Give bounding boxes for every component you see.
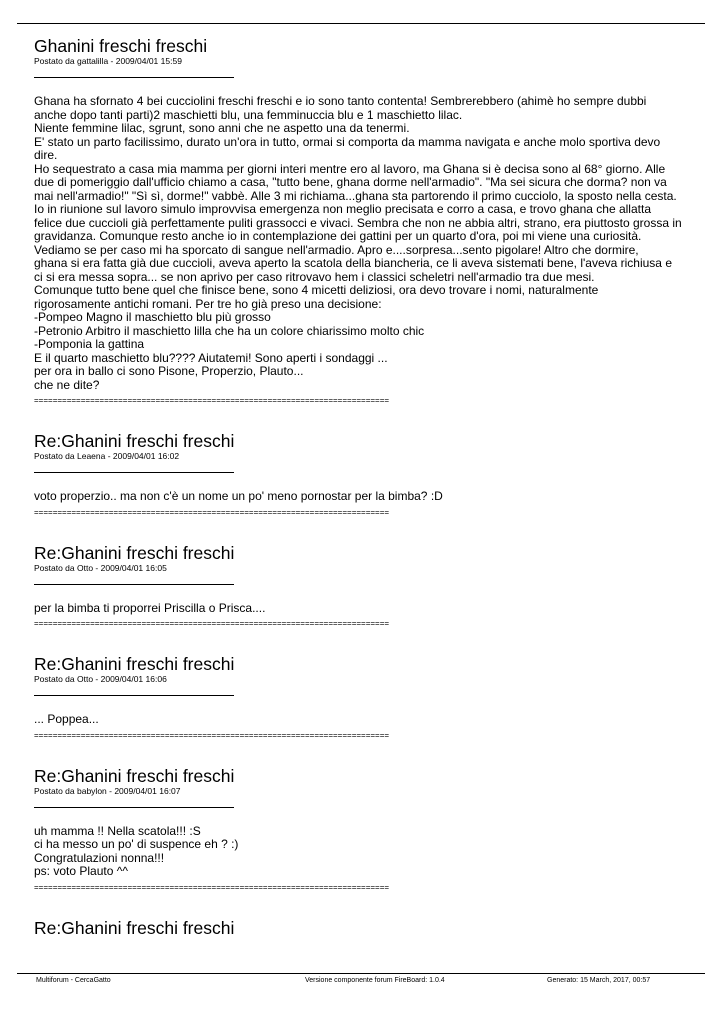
post-body-line: Vediamo se per caso mi ha sporcato di sangue nell'armadio. Apro e....sorpresa...sento pigolare! Altro che dormire, bbox=[34, 242, 639, 257]
post-body-line: per ora in ballo ci sono Pisone, Properzio, Plauto... bbox=[34, 364, 304, 378]
post-title: Re:Ghanini freschi freschi bbox=[34, 542, 235, 563]
post-title: Re:Ghanini freschi freschi bbox=[34, 654, 235, 674]
footer-rule bbox=[17, 973, 705, 974]
post-body-line: mai nell'armadio!" "Sì sì, dorme!" vabbè. Alle 3 mi richiama...ghana sta partorendo il primo cucciolo, la sposto nella cesta. bbox=[34, 188, 677, 203]
post-body-line: felice due cuccioli già perfettamente puliti grassocci e vivaci. Sembra che non ne abbia altri, strano, era piuttosto grossa in bbox=[34, 215, 682, 230]
post-body-line: ps: voto Plauto ^^ bbox=[34, 864, 128, 878]
forum-post bbox=[34, 654, 694, 741]
post-body bbox=[34, 95, 694, 392]
post-title: Re:Ghanini freschi freschi bbox=[34, 765, 235, 786]
post-meta: Postato da babylon - 2009/04/01 16:07 bbox=[34, 785, 181, 796]
forum-thread bbox=[34, 36, 694, 938]
post-body-line: Ho sequestrato a casa mia mamma per giorni interi mentre ero al lavoro, ma Ghana si è decisa sono al 68° giorno. Alle bbox=[34, 161, 666, 176]
post-meta: Postato da Otto - 2009/04/01 16:06 bbox=[34, 674, 167, 684]
post-title: Ghanini freschi freschi bbox=[34, 36, 208, 56]
post-body-line: -Petronio Arbitro il maschietto lilla che ha un colore chiarissimo molto chic bbox=[34, 323, 425, 338]
meta-underline bbox=[34, 77, 234, 78]
post-body-line: ci ha messo un po' di suspence eh ? :) bbox=[34, 837, 239, 851]
post-spacer bbox=[34, 893, 694, 918]
post-body-line: E' stato un parto facilissimo, durato un'ora in tutto, ormai si comporta da mamma navigata e anche molo sportiva devo bbox=[34, 134, 661, 149]
post-body bbox=[34, 602, 694, 616]
post-body-line: rigorosamente antichi romani. Per tre ho già preso una decisione: bbox=[34, 296, 382, 311]
post-title: Re:Ghanini freschi freschi bbox=[34, 431, 235, 451]
post-body bbox=[34, 490, 694, 504]
post-body-line: anche dopo tanti parti)2 maschietti blu, una femminuccia blu e 1 maschietto lilac. bbox=[34, 107, 463, 122]
forum-post bbox=[34, 543, 694, 630]
post-separator: ============================================================================ bbox=[34, 730, 390, 740]
post-body-line: dire. bbox=[34, 148, 58, 162]
post-body-line: che ne dite? bbox=[34, 377, 100, 392]
post-spacer bbox=[34, 518, 694, 543]
post-body-line: ghana si era fatta già due cuccioli, aveva aperto la scatola della biancheria, ce li aveva sistemati bene, l'aveva richiusa e bbox=[34, 256, 672, 270]
post-body-line: Congratulazioni nonna!!! bbox=[34, 850, 165, 865]
post-body-line: per la bimba ti proporrei Priscilla o Prisca.... bbox=[34, 600, 266, 615]
meta-underline bbox=[34, 472, 234, 473]
post-body-line: uh mamma !! Nella scatola!!! :S bbox=[34, 823, 201, 838]
post-body-line: Io in riunione sul lavoro simulo improvvisa emergenza non meglio precisata e corro a casa, e trovo ghana che allatta bbox=[34, 202, 651, 216]
post-spacer bbox=[34, 629, 694, 654]
post-body bbox=[34, 713, 694, 727]
post-body-line: due di pomeriggio dall'ufficio chiamo a casa, "tutto bene, ghana dorme nell'armadio". "Ma sei sicura che dorma? non va bbox=[34, 175, 667, 189]
post-separator: ============================================================================ bbox=[34, 507, 390, 517]
post-body bbox=[34, 825, 694, 879]
post-meta: Postato da Otto - 2009/04/01 16:05 bbox=[34, 562, 167, 573]
post-body-line: voto properzio.. ma non c'è un nome un po' meno pornostar per la bimba? :D bbox=[34, 489, 443, 503]
meta-underline bbox=[34, 807, 234, 808]
post-body-line: Comunque tutto bene quel che finisce bene, sono 4 micetti deliziosi, ora devo trovare i nomi, naturalmente bbox=[34, 283, 599, 297]
footer-site-name: Multiforum - CercaGatto bbox=[36, 977, 111, 984]
post-body-line: E il quarto maschietto blu???? Aiutatemi! Sono aperti i sondaggi ... bbox=[34, 350, 388, 365]
post-body-line: -Pomponia la gattina bbox=[34, 337, 145, 351]
post-separator: ============================================================================ bbox=[34, 882, 390, 892]
post-separator: ============================================================================ bbox=[34, 619, 390, 628]
post-meta: Postato da gattalilla - 2009/04/01 15:59 bbox=[34, 56, 182, 66]
footer-generated-date: Generato: 15 March, 2017, 00:57 bbox=[547, 977, 651, 984]
post-body-line: Niente femmine lilac, sgrunt, sono anni che ne aspetto una da tenermi. bbox=[34, 121, 410, 135]
meta-underline bbox=[34, 695, 234, 696]
post-title: Re:Ghanini freschi freschi bbox=[34, 917, 235, 938]
meta-underline bbox=[34, 584, 234, 585]
post-body-line: Ghana ha sfornato 4 bei cucciolini freschi freschi e io sono tanto contenta! Sembrerebbero (ahimè ho sempre dubbi bbox=[34, 94, 647, 108]
post-body-line: ... Poppea... bbox=[34, 712, 99, 726]
forum-post bbox=[34, 431, 694, 518]
footer-component-version: Versione componente forum FireBoard: 1.0.4 bbox=[305, 977, 445, 984]
post-meta: Postato da Leaena - 2009/04/01 16:02 bbox=[34, 451, 180, 461]
post-body-line: gravidanza. Comunque resto anche io in contemplazione dei gattini per un quarto d'ora, poi mi viene una curiosità. bbox=[34, 229, 642, 243]
top-rule bbox=[17, 23, 705, 24]
post-body-line: -Pompeo Magno il maschietto blu più grosso bbox=[34, 310, 271, 324]
forum-post bbox=[34, 766, 694, 893]
post-spacer bbox=[34, 406, 694, 431]
post-separator: ============================================================================ bbox=[34, 396, 390, 405]
post-body-line: ci si era messa sopra... se non aprivo per caso ritrovavo hem i classici scheletri nell'armadio tra due mesi. bbox=[34, 269, 595, 284]
forum-post bbox=[34, 36, 694, 406]
post-spacer bbox=[34, 741, 694, 766]
